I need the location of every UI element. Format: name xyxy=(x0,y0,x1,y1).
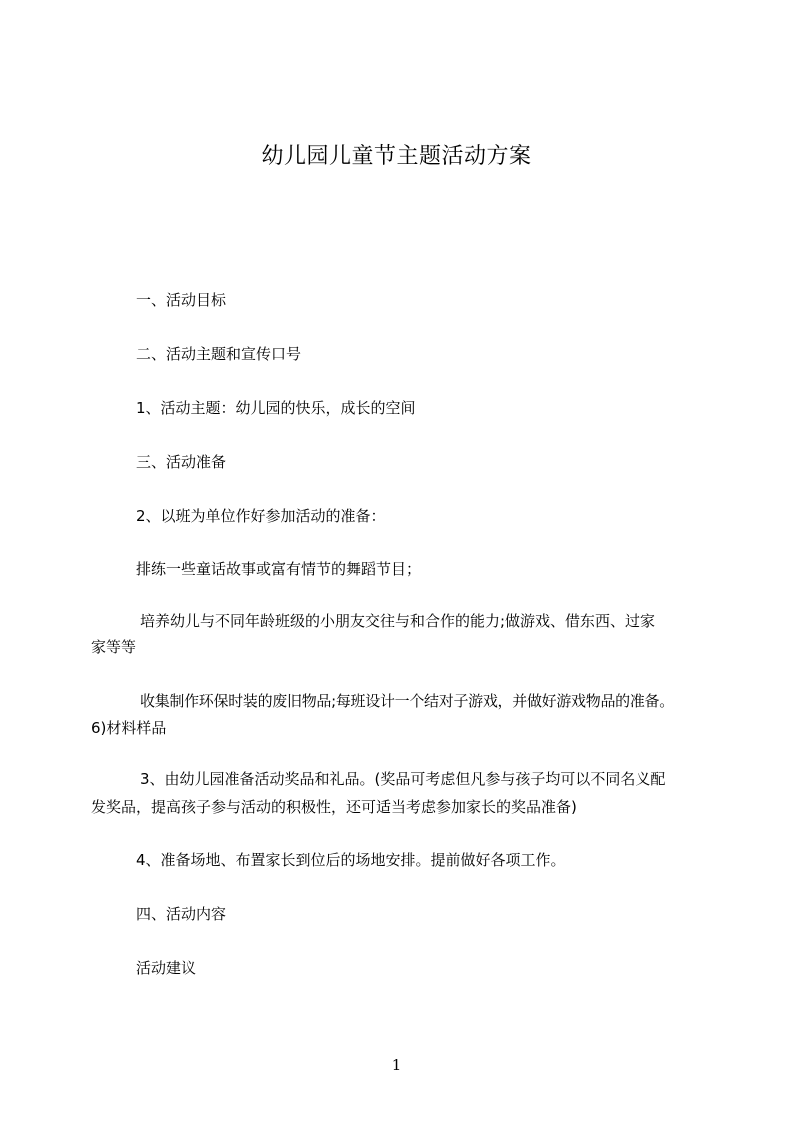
document-title: 幼儿园儿童节主题活动方案 xyxy=(261,144,532,169)
paragraph-line: 发奖品，提高孩子参与活动的积极性，还可适当考虑参加家长的奖品准备) xyxy=(91,798,577,816)
paragraph-line: 收集制作环保时装的废旧物品;每班设计一个结对子游戏，并做好游戏物品的准备。 xyxy=(140,692,674,710)
paragraph-line: 培养幼儿与不同年龄班级的小朋友交往与和合作的能力;做游戏、借东西、过家 xyxy=(140,612,656,630)
paragraph-line: 一、活动目标 xyxy=(136,291,227,309)
paragraph-line: 二、活动主题和宣传口号 xyxy=(136,345,302,363)
paragraph-line: 活动建议 xyxy=(136,959,197,977)
paragraph-line: 四、活动内容 xyxy=(136,905,227,923)
paragraph-line: 6)材料样品 xyxy=(91,719,167,737)
paragraph-line: 3、由幼儿园准备活动奖品和礼品。(奖品可考虑但凡参与孩子均可以不同名义配 xyxy=(140,770,666,788)
paragraph-line: 4、准备场地、布置家长到位后的场地安排。提前做好各项工作。 xyxy=(136,851,566,869)
paragraph-line: 2、以班为单位作好参加活动的准备： xyxy=(136,507,386,525)
paragraph-line: 排练一些童话故事或富有情节的舞蹈节目； xyxy=(136,560,422,578)
paragraph-line: 1、活动主题：幼儿园的快乐，成长的空间 xyxy=(136,399,416,417)
paragraph-line: 家等等 xyxy=(91,638,137,656)
page-number: 1 xyxy=(391,1056,402,1074)
paragraph-line: 三、活动准备 xyxy=(136,453,227,471)
